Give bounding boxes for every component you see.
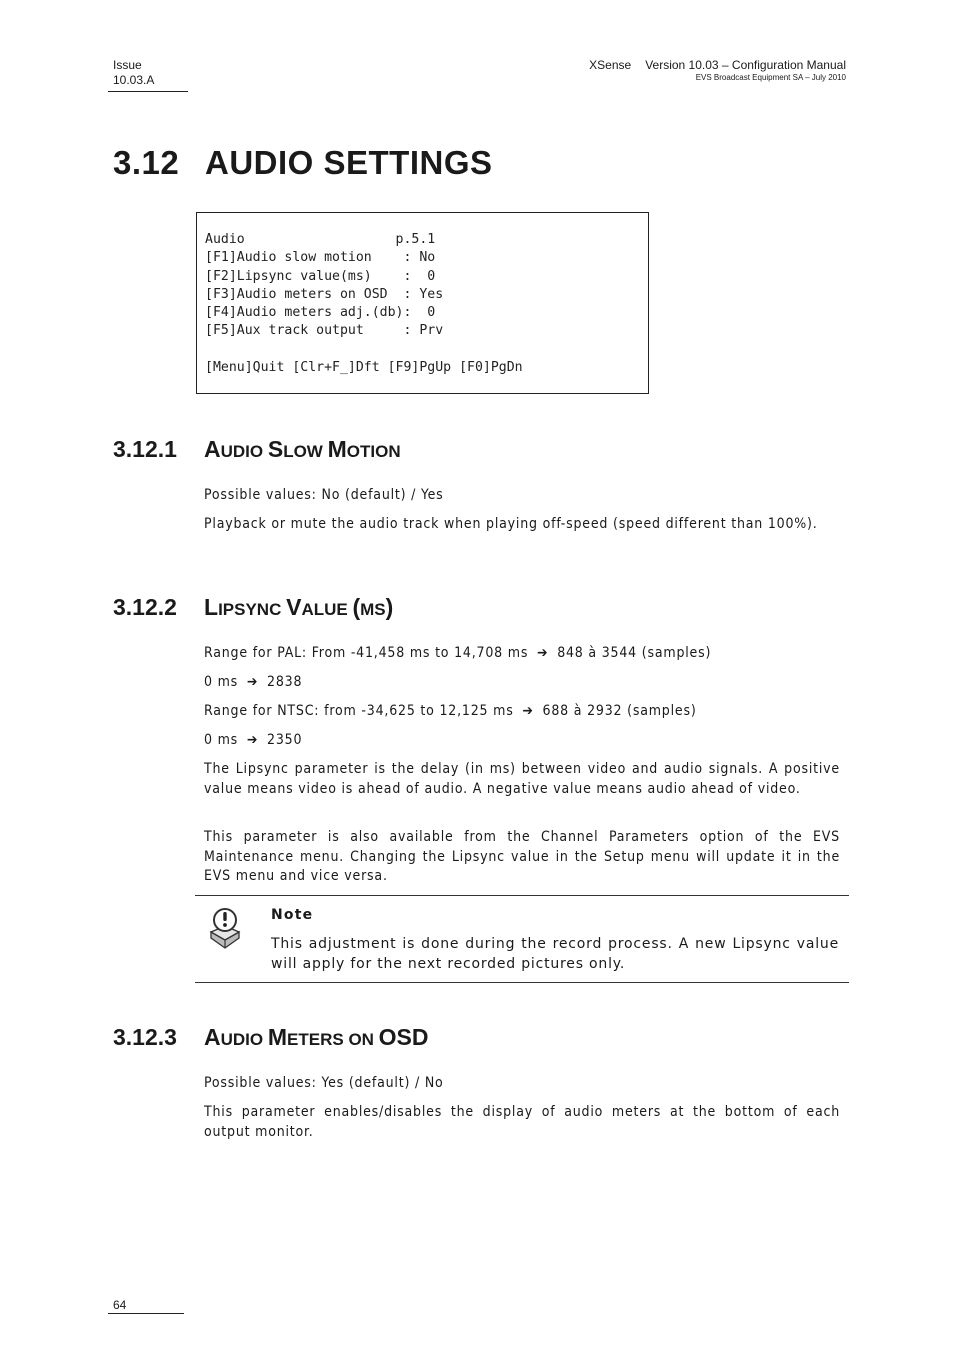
issue-label: Issue (113, 58, 142, 72)
ntsc-range-line: Range for NTSC: from -34,625 to 12,125 ms ➔ 688 à 2932 (samples) (204, 703, 697, 719)
product-name: XSense (589, 58, 632, 72)
subsection-heading-audio-meters-on-osd: 3.12.3 AUDIO METERS ON OSD (113, 1024, 429, 1050)
page-number: 64 (113, 1298, 127, 1312)
arrow-right-icon: ➔ (537, 645, 549, 661)
header-title-block (589, 58, 846, 83)
note-title: Note (271, 907, 314, 923)
paragraph: This parameter enables/disables the display of audio meters at the bottom of each output monitor. (204, 1104, 840, 1140)
note-bottom-rule (195, 982, 849, 983)
manual-title: Version 10.03 – Configuration Manual (645, 58, 846, 72)
arrow-right-icon: ➔ (246, 674, 259, 690)
pal-zero-line: 0 ms ➔ 2838 (204, 674, 303, 690)
issue-block (113, 58, 154, 88)
subsection-number: 3.12.1 (113, 436, 177, 462)
subsection-heading-audio-slow-motion: 3.12.1 AUDIO SLOW MOTION (113, 436, 401, 462)
paragraph: Playback or mute the audio track when playing off-speed (speed different than 100%). (204, 516, 818, 532)
note-warning-icon (205, 906, 245, 952)
pal-range-line: Range for PAL: From -41,458 ms to 14,708 ms ➔ 848 à 3544 (samples) (204, 645, 712, 661)
note-top-rule (195, 895, 849, 896)
note-text: This adjustment is done during the record process. A new Lipsync value will apply for the next recorded pictures only. (271, 936, 839, 972)
publisher: EVS Broadcast Equipment SA – July 2010 (695, 73, 846, 82)
audio-menu-screen (196, 212, 649, 394)
section-title: AUDIO SETTINGS (205, 144, 493, 181)
arrow-right-icon: ➔ (246, 732, 259, 748)
footer-rule (108, 1313, 184, 1314)
section-number: 3.12 (113, 144, 180, 181)
ntsc-zero-line: 0 ms ➔ 2350 (204, 732, 303, 748)
screen-text: Audio p.5.1 [F1]Audio slow motion : No [F2]Lipsync value(ms) : 0 [F3]Audio meters on OSD : Yes [F4]Audio meters adj.(db): 0 [F5]Aux track output : Prv [Menu]Quit [Clr+F_]Dft [F9]PgUp [F0]PgDn (205, 232, 523, 376)
section-heading (113, 144, 493, 182)
header-rule (108, 91, 188, 92)
subsection-number: 3.12.2 (113, 594, 177, 620)
paragraph: The Lipsync parameter is the delay (in ms) between video and audio signals. A positive value means video is ahead of audio. A negative value means audio ahead of video. (204, 761, 840, 797)
arrow-right-icon: ➔ (522, 703, 534, 719)
issue-number: 10.03.A (113, 73, 155, 87)
subsection-number: 3.12.3 (113, 1024, 177, 1050)
subsection-heading-lipsync-value: 3.12.2 LIPSYNC VALUE (MS) (113, 594, 394, 620)
possible-values: Possible values: Yes (default) / No (204, 1075, 444, 1091)
paragraph: This parameter is also available from the Channel Parameters option of the EVS Maintenance menu. Changing the Lipsync value in the Setup menu will update it in the EVS menu and vice versa. (204, 829, 840, 884)
possible-values: Possible values: No (default) / Yes (204, 487, 444, 503)
